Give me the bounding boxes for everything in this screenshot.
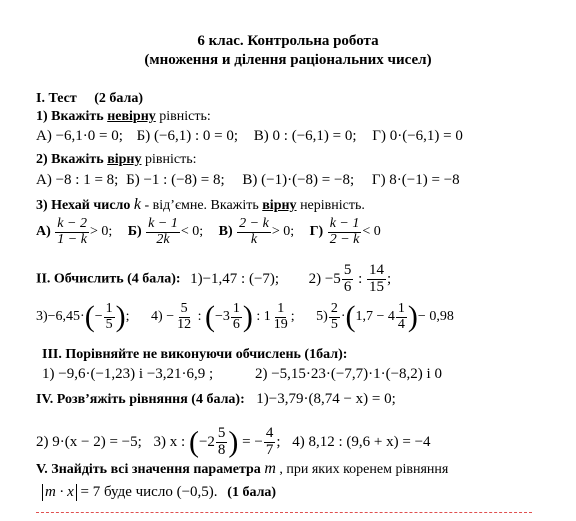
q1-suffix: рівність: <box>155 109 211 124</box>
s2-expr-5-frac-2: $\frac{1}{4}$ <box>397 301 405 332</box>
q1-keyword: невірну <box>107 109 156 124</box>
section-4-header: IV. Розв’яжіть рівняння (4 бала): <box>36 392 245 407</box>
s2-expr-4-frac-2: $\frac{1}{6}$ <box>232 301 240 332</box>
q3-keyword: вірну <box>262 198 297 213</box>
section-2-row-1 <box>36 263 391 296</box>
section-4-row-1 <box>36 392 396 407</box>
q1-option-b: Б) (−6,1) : 0 = 0; <box>136 128 239 144</box>
q2-prompt <box>36 153 197 167</box>
s5-param-m: m <box>264 460 276 477</box>
q2-option-g: Г) 8·(−1) = −8 <box>371 172 460 188</box>
q3-g-fraction: $\frac{k - 1}{2 - k}$ <box>329 216 360 247</box>
s5-text-3: = 7 буде число <box>76 484 177 500</box>
q2-suffix: рівність: <box>141 152 197 167</box>
section-5-line-2 <box>42 484 276 501</box>
section-3-header: III. Порівняйте не виконуючи обчислень (1бал): <box>42 347 348 362</box>
q1-options <box>36 129 463 144</box>
page-divider <box>36 512 532 513</box>
q3-option-v: В) $\frac{2 - k}{k}$ > 0; <box>218 216 295 247</box>
q3-v-fraction: $\frac{2 - k}{k}$ <box>239 216 269 247</box>
q2-options <box>36 173 460 188</box>
s3-expr-2: 2) −5,15·23·(−7,7)·1·(−8,2) і 0 <box>254 366 442 382</box>
s2-expr-1: 1)−1,47 : (−7); <box>190 270 280 287</box>
s2-expr-4-frac-1: $\frac{5}{12}$ <box>177 301 192 332</box>
q3-variable-k: k <box>133 196 142 213</box>
s5-points: (1 бала) <box>227 485 277 500</box>
q2-prefix: 2) Вкажіть <box>36 152 108 167</box>
q3-prefix: 3) Нехай число <box>36 198 134 213</box>
q2-option-b: Б) −1 : (−8) = 8; <box>126 172 225 188</box>
s2-expr-5-frac-1: $\frac{2}{5}$ <box>330 301 338 332</box>
q1-option-g: Г) 0·(−6,1) = 0 <box>372 128 463 144</box>
section-3-row <box>42 367 442 382</box>
q1-prefix: 1) Вкажіть <box>36 109 108 124</box>
section-1-points: (2 бала) <box>94 91 144 106</box>
q3-a-fraction: $\frac{k - 2}{1 - k}$ <box>57 216 87 247</box>
q3-options <box>36 217 381 247</box>
s5-root-value: (−0,5). <box>176 484 218 500</box>
s3-expr-1: 1) −9,6·(−1,23) і −3,21·6,9 ; <box>42 366 214 382</box>
s4-expr-3: 3) x : (−2 $\frac{5}{8}$ ) = − $\frac{4}{7}$ ; <box>153 425 281 459</box>
s2-expr-5: 5) $\frac{2}{5}$ ·(1,7 − 4 $\frac{1}{4}$ )− 0,98 <box>316 300 454 334</box>
q1-prompt <box>36 110 211 124</box>
q3-middle: - від’ємне. Вкажіть <box>141 198 263 213</box>
section-2-row-2 <box>36 302 454 332</box>
s4-expr-2: 2) 9·(x − 2) = −5; <box>36 433 142 450</box>
section-2-header: II. Обчислить (4 бала): <box>36 271 181 287</box>
q2-keyword: вірну <box>107 152 142 167</box>
q3-prompt <box>36 197 365 213</box>
s4-expr-1: 1)−3,79·(8,74 − x) = 0; <box>256 391 396 407</box>
q1-option-v: В) 0 : (−6,1) = 0; <box>253 128 357 144</box>
q2-option-v: В) (−1)·(−8) = −8; <box>242 172 355 188</box>
s5-text-1: V. Знайдіть всі значення параметра <box>36 462 265 477</box>
s5-abs-expression: m · x <box>42 484 77 501</box>
q3-option-a: А) $\frac{k - 2}{1 - k}$ > 0; <box>36 216 113 247</box>
s2-expr-2-frac-2: $\frac{14}{15}$ <box>368 262 384 295</box>
q2-option-a: А) −8 : 1 = 8; <box>36 172 119 188</box>
q3-suffix: нерівність. <box>296 198 365 213</box>
page-title: 6 клас. Контрольна робота <box>197 33 379 49</box>
s2-expr-4-frac-3: $\frac{1}{19}$ <box>273 301 288 332</box>
s4-expr-3-frac-2: $\frac{4}{7}$ <box>265 425 274 458</box>
section-1-header-row <box>36 92 143 106</box>
s5-text-2: , при яких коренем рівняння <box>275 462 449 477</box>
q3-b-fraction: $\frac{k - 1}{2k}$ <box>148 216 178 247</box>
q3-option-g: Г) $\frac{k - 1}{2 - k}$ < 0 <box>309 216 381 247</box>
section-1-header: I. Тест <box>36 91 77 106</box>
page-subtitle: (множення и ділення раціональних чисел) <box>144 52 432 68</box>
s2-expr-2-frac-1: $\frac{5}{6}$ <box>343 262 352 295</box>
q1-option-a: А) −6,1·0 = 0; <box>36 128 123 144</box>
s2-expr-4: 4) − $\frac{5}{12}$ : (−3 $\frac{1}{6}$ ) : 1 $\frac{1}{19}$ ; <box>151 300 295 334</box>
q3-option-b: Б) $\frac{k - 1}{2k}$ < 0; <box>127 216 204 247</box>
s4-expr-3-frac-1: $\frac{5}{8}$ <box>217 425 226 458</box>
section-4-row-2 <box>36 426 431 459</box>
s2-expr-2: 2) −5 $\frac{5}{6}$ : $\frac{14}{15}$ ; <box>308 262 392 295</box>
s2-expr-3-frac: $\frac{1}{5}$ <box>105 301 113 332</box>
s4-expr-4: 4) 8,12 : (9,6 + x) = −4 <box>292 433 431 450</box>
section-5-line-1 <box>36 461 448 477</box>
s2-expr-3: 3)−6,45·(− $\frac{1}{5}$ ); <box>36 300 130 334</box>
